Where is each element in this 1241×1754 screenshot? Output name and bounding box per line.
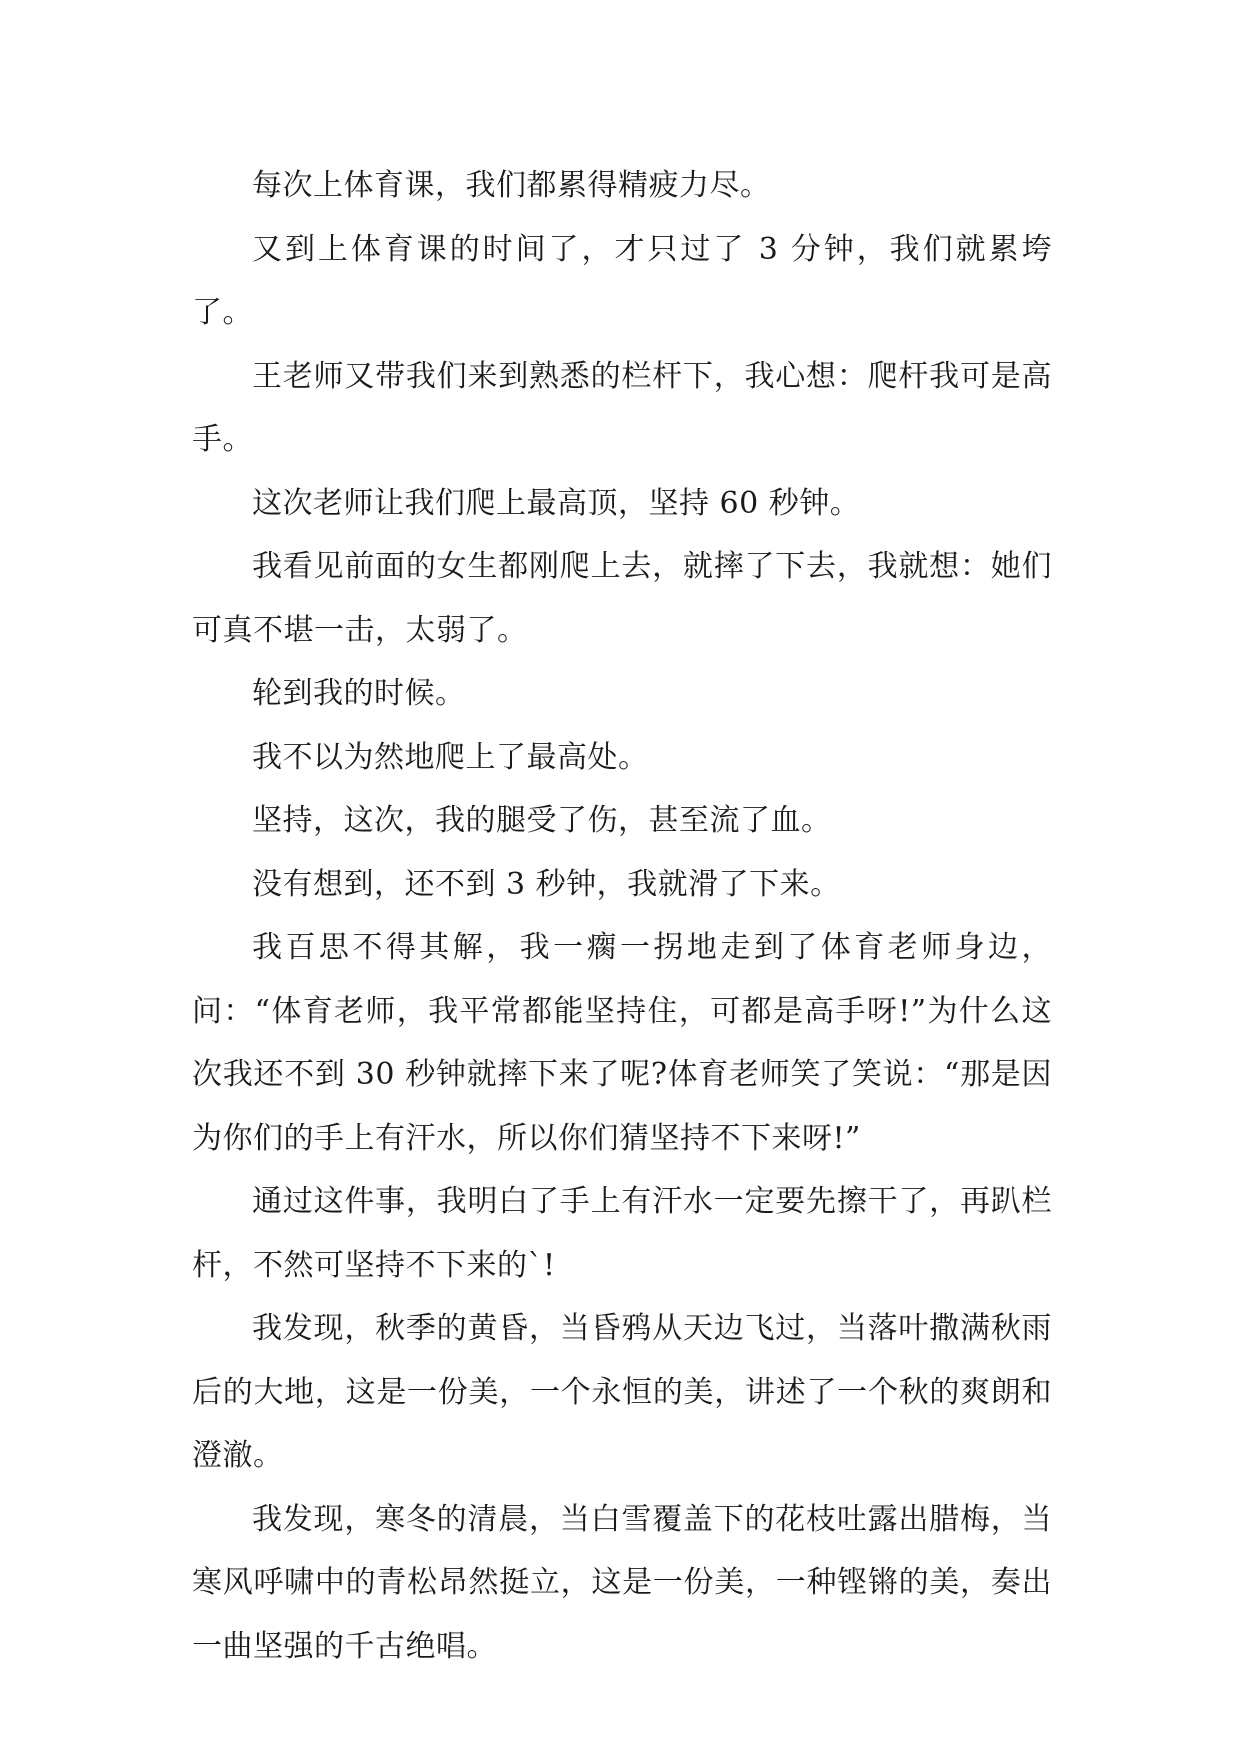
paragraph-10: 我百思不得其解，我一瘸一拐地走到了体育老师身边，问：“体育老师，我平常都能坚持住，可都是高手呀!”为什么这次我还不到 30 秒钟就摔下来了呢?体育老师笑了笑说：“那是因为你们的手上有汗水，所以你们猜坚持不下来呀!”	[192, 930, 1052, 1156]
paragraph-1: 每次上体育课，我们都累得精疲力尽。	[252, 168, 771, 203]
paragraph-7: 我不以为然地爬上了最高处。	[252, 739, 649, 775]
paragraph-2: 又到上体育课的时间了，才只过了 3 分钟，我们就累垮了。	[192, 231, 1052, 330]
paragraph-3: 王老师又带我们来到熟悉的栏杆下，我心想：爬杆我可是高手。	[192, 358, 1052, 457]
paragraph-11: 通过这件事，我明白了手上有汗水一定要先擦干了，再趴栏杆，不然可坚持不下来的`!	[192, 1184, 1052, 1283]
paragraph-5: 我看见前面的女生都刚爬上去，就摔了下去，我就想：她们可真不堪一击，太弱了。	[192, 549, 1052, 648]
paragraph-4: 这次老师让我们爬上最高顶，坚持 60 秒钟。	[252, 485, 861, 521]
paragraph-9: 没有想到，还不到 3 秒钟，我就滑了下来。	[252, 866, 841, 902]
paragraph-6: 轮到我的时候。	[252, 676, 466, 711]
paragraph-12: 我发现，秋季的黄昏，当昏鸦从天边飞过，当落叶撒满秋雨后的大地，这是一份美，一个永恒的美，讲述了一个秋的爽朗和澄澈。	[192, 1311, 1052, 1473]
paragraph-13: 我发现，寒冬的清晨，当白雪覆盖下的花枝吐露出腊梅，当寒风呼啸中的青松昂然挺立，这是一份美，一种铿锵的美，奏出一曲坚强的千古绝唱。	[192, 1501, 1052, 1664]
document-body	[192, 154, 1052, 1678]
paragraph-8: 坚持，这次，我的腿受了伤，甚至流了血。	[252, 803, 832, 838]
